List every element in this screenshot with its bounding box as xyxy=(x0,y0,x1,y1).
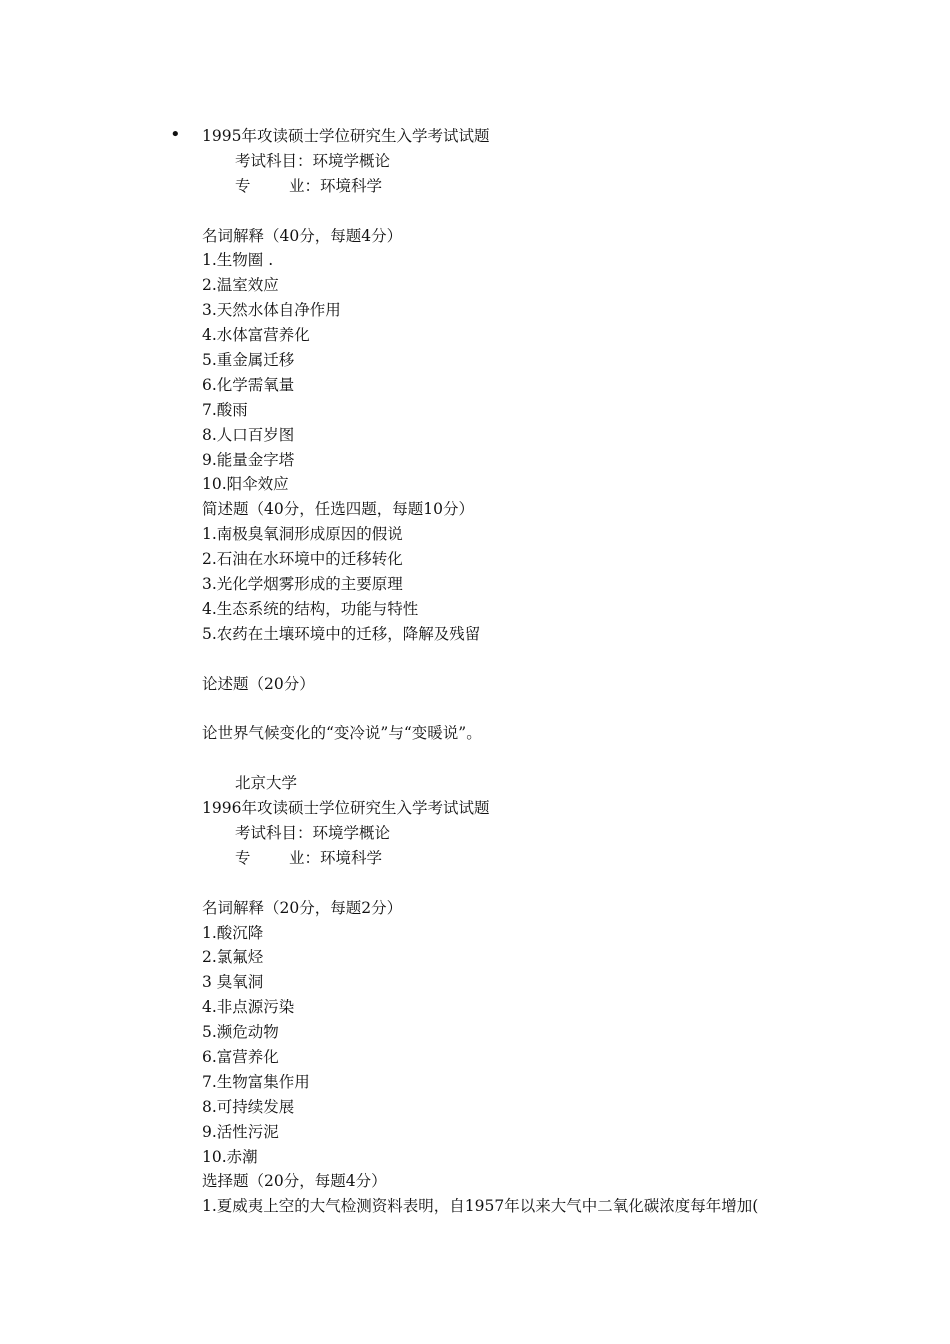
list-item: 4.水体富营养化 xyxy=(202,326,310,345)
list-item: 2.石油在水环境中的迁移转化 xyxy=(202,550,403,569)
major-label: 专 xyxy=(235,848,251,867)
list-item: 9.能量金字塔 xyxy=(202,450,295,469)
exam-major-1995 xyxy=(202,174,902,199)
major-value: 业：环境科学 xyxy=(289,176,383,195)
list-item: 1.酸沉降 xyxy=(202,923,264,942)
list-item: 3 臭氧洞 xyxy=(202,973,264,992)
blank-line xyxy=(202,647,902,672)
list-item: 8.人口百岁图 xyxy=(202,425,295,444)
list-item: 4.非点源污染 xyxy=(202,998,295,1017)
list-item: 2.温室效应 xyxy=(202,276,279,295)
list-item: 3.光化学烟雾形成的主要原理 xyxy=(202,575,403,594)
list-item: 3.天然水体自净作用 xyxy=(202,301,341,320)
list-item: 9.活性污泥 xyxy=(202,1122,279,1141)
blank-line xyxy=(202,199,902,224)
list-item: 10.赤潮 xyxy=(202,1147,258,1166)
list-item: 1.生物圈 . xyxy=(202,251,274,270)
essay-question-1995: 论世界气候变化的“变冷说”与“变暖说”。 xyxy=(202,724,482,743)
list-item: 10.阳伞效应 xyxy=(202,475,289,494)
list-item: 5.农药在土壤环境中的迁移，降解及残留 xyxy=(202,624,481,643)
list-item: 2.氯氟烃 xyxy=(202,948,264,967)
blank-line xyxy=(202,871,902,896)
exam-title-1996: 1996年攻读硕士学位研究生入学考试试题 xyxy=(202,799,490,818)
list-item: 8.可持续发展 xyxy=(202,1097,295,1116)
list-item: 1.南极臭氧洞形成原因的假说 xyxy=(202,525,403,544)
exam-subject-1996: 考试科目：环境学概论 xyxy=(235,823,391,842)
section-title-short-answer-1995: 简述题（40分，任选四题，每题10分） xyxy=(202,500,474,519)
list-item: 4.生态系统的结构，功能与特性 xyxy=(202,599,419,618)
list-bullet: • xyxy=(170,124,181,145)
list-item: 6.化学需氧量 xyxy=(202,375,295,394)
choice-question-1: 1.夏威夷上空的大气检测资料表明，自1957年以来大气中二氧化碳浓度每年增加( xyxy=(202,1197,759,1216)
blank-line xyxy=(202,746,902,771)
blank-line xyxy=(202,696,902,721)
list-item: 5.濒危动物 xyxy=(202,1023,279,1042)
section-title-definitions-1996: 名词解释（20分，每题2分） xyxy=(202,898,403,917)
university-name: 北京大学 xyxy=(235,774,298,793)
major-value: 业：环境科学 xyxy=(289,848,383,867)
exam-title-1995: 1995年攻读硕士学位研究生入学考试试题 xyxy=(202,127,490,145)
section-title-essay-1995: 论述题（20分） xyxy=(202,674,315,693)
list-item: 5.重金属迁移 xyxy=(202,351,295,370)
document-content xyxy=(202,124,902,1219)
list-item: 7.酸雨 xyxy=(202,400,248,419)
exam-subject-1995: 考试科目：环境学概论 xyxy=(235,151,391,170)
section-title-definitions-1995: 名词解释（40分，每题4分） xyxy=(202,226,403,245)
major-label: 专 xyxy=(235,176,251,195)
section-title-multiple-choice-1996: 选择题（20分，每题4分） xyxy=(202,1172,387,1191)
list-item: 6.富营养化 xyxy=(202,1047,279,1066)
exam-major-1996 xyxy=(202,846,902,871)
list-item: 7.生物富集作用 xyxy=(202,1072,310,1091)
